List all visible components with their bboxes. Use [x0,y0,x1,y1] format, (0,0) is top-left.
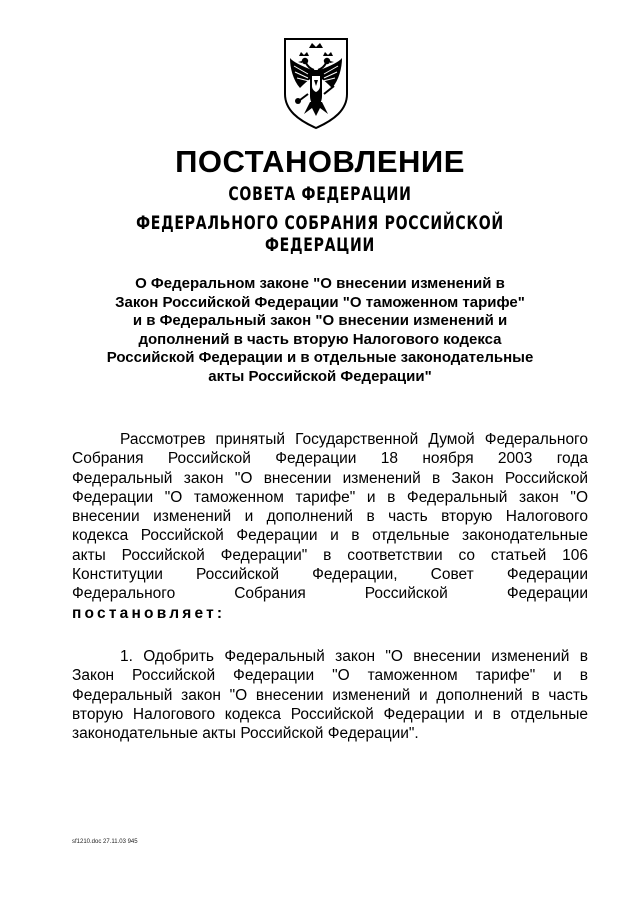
preamble-paragraph [72,430,588,623]
preamble-line: акты Российской Федерации" в соответствии со статьей 106 [72,546,588,564]
subject-line: Российской Федерации и в отдельные законодательные [106,349,534,366]
decision-word: постановляет: [72,604,226,622]
preamble-line: Рассмотрев принятый Государственной Думой Федерального [120,431,588,448]
item-1-line: Закон Российской Федерации "О таможенном тарифе" и в [72,667,588,685]
item-1-line: 1. Одобрить Федеральный закон "О внесении изменений в [120,648,588,665]
subject-line: и в Федеральный закон "О внесении изменений и [132,312,508,329]
document-type-heading: ПОСТАНОВЛЕНИЕ [175,144,465,179]
preamble-line: кодекса Российской Федерации и в отдельные законодательные [72,527,588,545]
preamble-line: Федерации "О таможенном тарифе" и в Федеральный закон "О [72,488,588,506]
subject-line: акты Российской Федерации" [208,367,432,385]
file-stamp: sf1210.doc 27.11.03 945 [72,839,138,845]
preamble-line: Собрания Российской Федерации 18 ноября 2003 года [72,450,588,468]
item-1-line: Федеральный закон "О внесении изменений и дополнений в часть [72,686,588,704]
preamble-line: Конституции Российской Федерации, Совет Федерации [72,566,588,584]
issuer-line-1: СОВЕТА ФЕДЕРАЦИИ [228,183,412,205]
subject-line: О Федеральном законе "О внесении изменений в [135,275,505,292]
item-1-line: законодательные акты Российской Федерации". [72,725,419,743]
preamble-line: Федерального Собрания Российской Федерации [72,585,588,603]
preamble-line: Федеральный закон "О внесении изменений в Закон Российской [72,469,588,487]
subject-line: Закон Российской Федерации "О таможенном тарифе" [115,293,525,311]
issuer-line-2: ФЕДЕРАЛЬНОГО СОБРАНИЯ РОССИЙСКОЙ ФЕДЕРАЦИИ [136,212,504,256]
item-1-line: вторую Налогового кодекса Российской Федерации и в отдельные [72,705,588,723]
document-subject [70,275,570,386]
item-1-paragraph [72,647,588,743]
subject-line: дополнений в часть вторую Налогового кодекса [138,330,502,348]
russian-coat-of-arms-icon [282,36,350,130]
preamble-line: внесении изменений и дополнений в часть вторую Налогового [72,508,588,526]
